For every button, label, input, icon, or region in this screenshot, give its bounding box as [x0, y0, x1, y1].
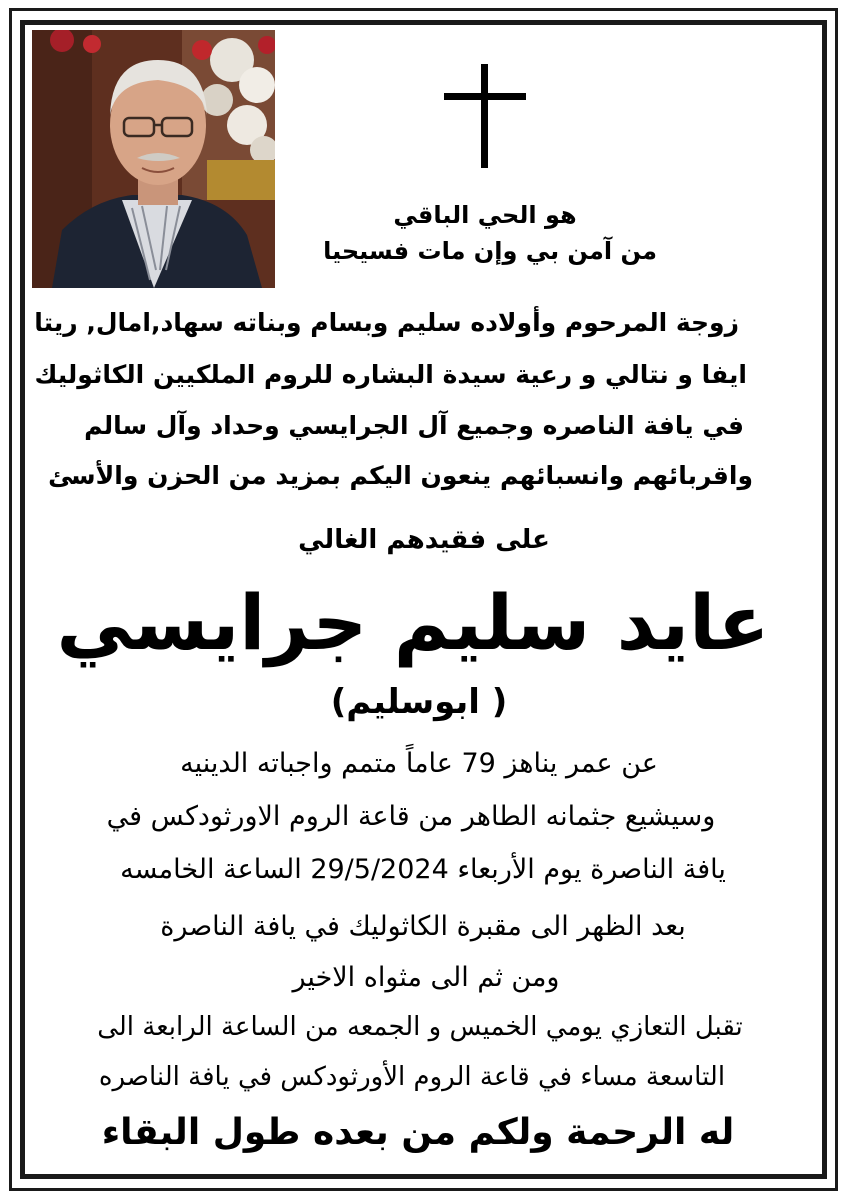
heading-line-2: من آمن بي وإن مات فسيحيا	[323, 237, 657, 265]
latin-cross-icon	[444, 64, 526, 168]
details-line: بعد الظهر الى مقبرة الكاثوليك في يافة الناصرة	[160, 911, 686, 942]
family-line: ايفا و نتالي و رعية سيدة البشاره للروم الملكيين الكاثوليك	[34, 360, 747, 389]
details-line: يافة الناصرة يوم الأربعاء 29/5/2024 الساعة الخامسه	[120, 854, 726, 885]
portrait-photo	[32, 30, 275, 288]
closing-line: له الرحمة ولكم من بعده طول البقاء	[101, 1112, 735, 1153]
details-line: ومن ثم الى مثواه الاخير	[292, 962, 560, 993]
family-line: زوجة المرحوم وأولاده سليم وبسام وبناته سهاد,امال, ريتا	[34, 308, 739, 337]
details-line: تقبل التعازي يومي الخميس و الجمعه من الساعة الرابعة الى	[97, 1012, 743, 1042]
family-line: واقربائهم وانسبائهم ينعون اليكم بمزيد من الحزن والأسئ	[48, 461, 753, 490]
heading-line-1: هو الحي الباقي	[393, 201, 577, 229]
family-line: في يافة الناصره وجميع آل الجرايسي وحداد وآل سالم	[84, 411, 744, 440]
details-line: عن عمر يناهز 79 عاماً متمم واجباته الدينيه	[180, 748, 658, 779]
deceased-name: عايد سليم جرايسي	[56, 578, 770, 667]
details-line: التاسعة مساء في قاعة الروم الأورثودكس في يافة الناصره	[98, 1062, 726, 1092]
intro-line: على فقيدهم الغالي	[298, 525, 550, 555]
deceased-nickname: ( ابوسليم)	[330, 682, 508, 722]
details-line: وسيشيع جثمانه الطاهر من قاعة الروم الاورثودكس في	[106, 801, 716, 832]
